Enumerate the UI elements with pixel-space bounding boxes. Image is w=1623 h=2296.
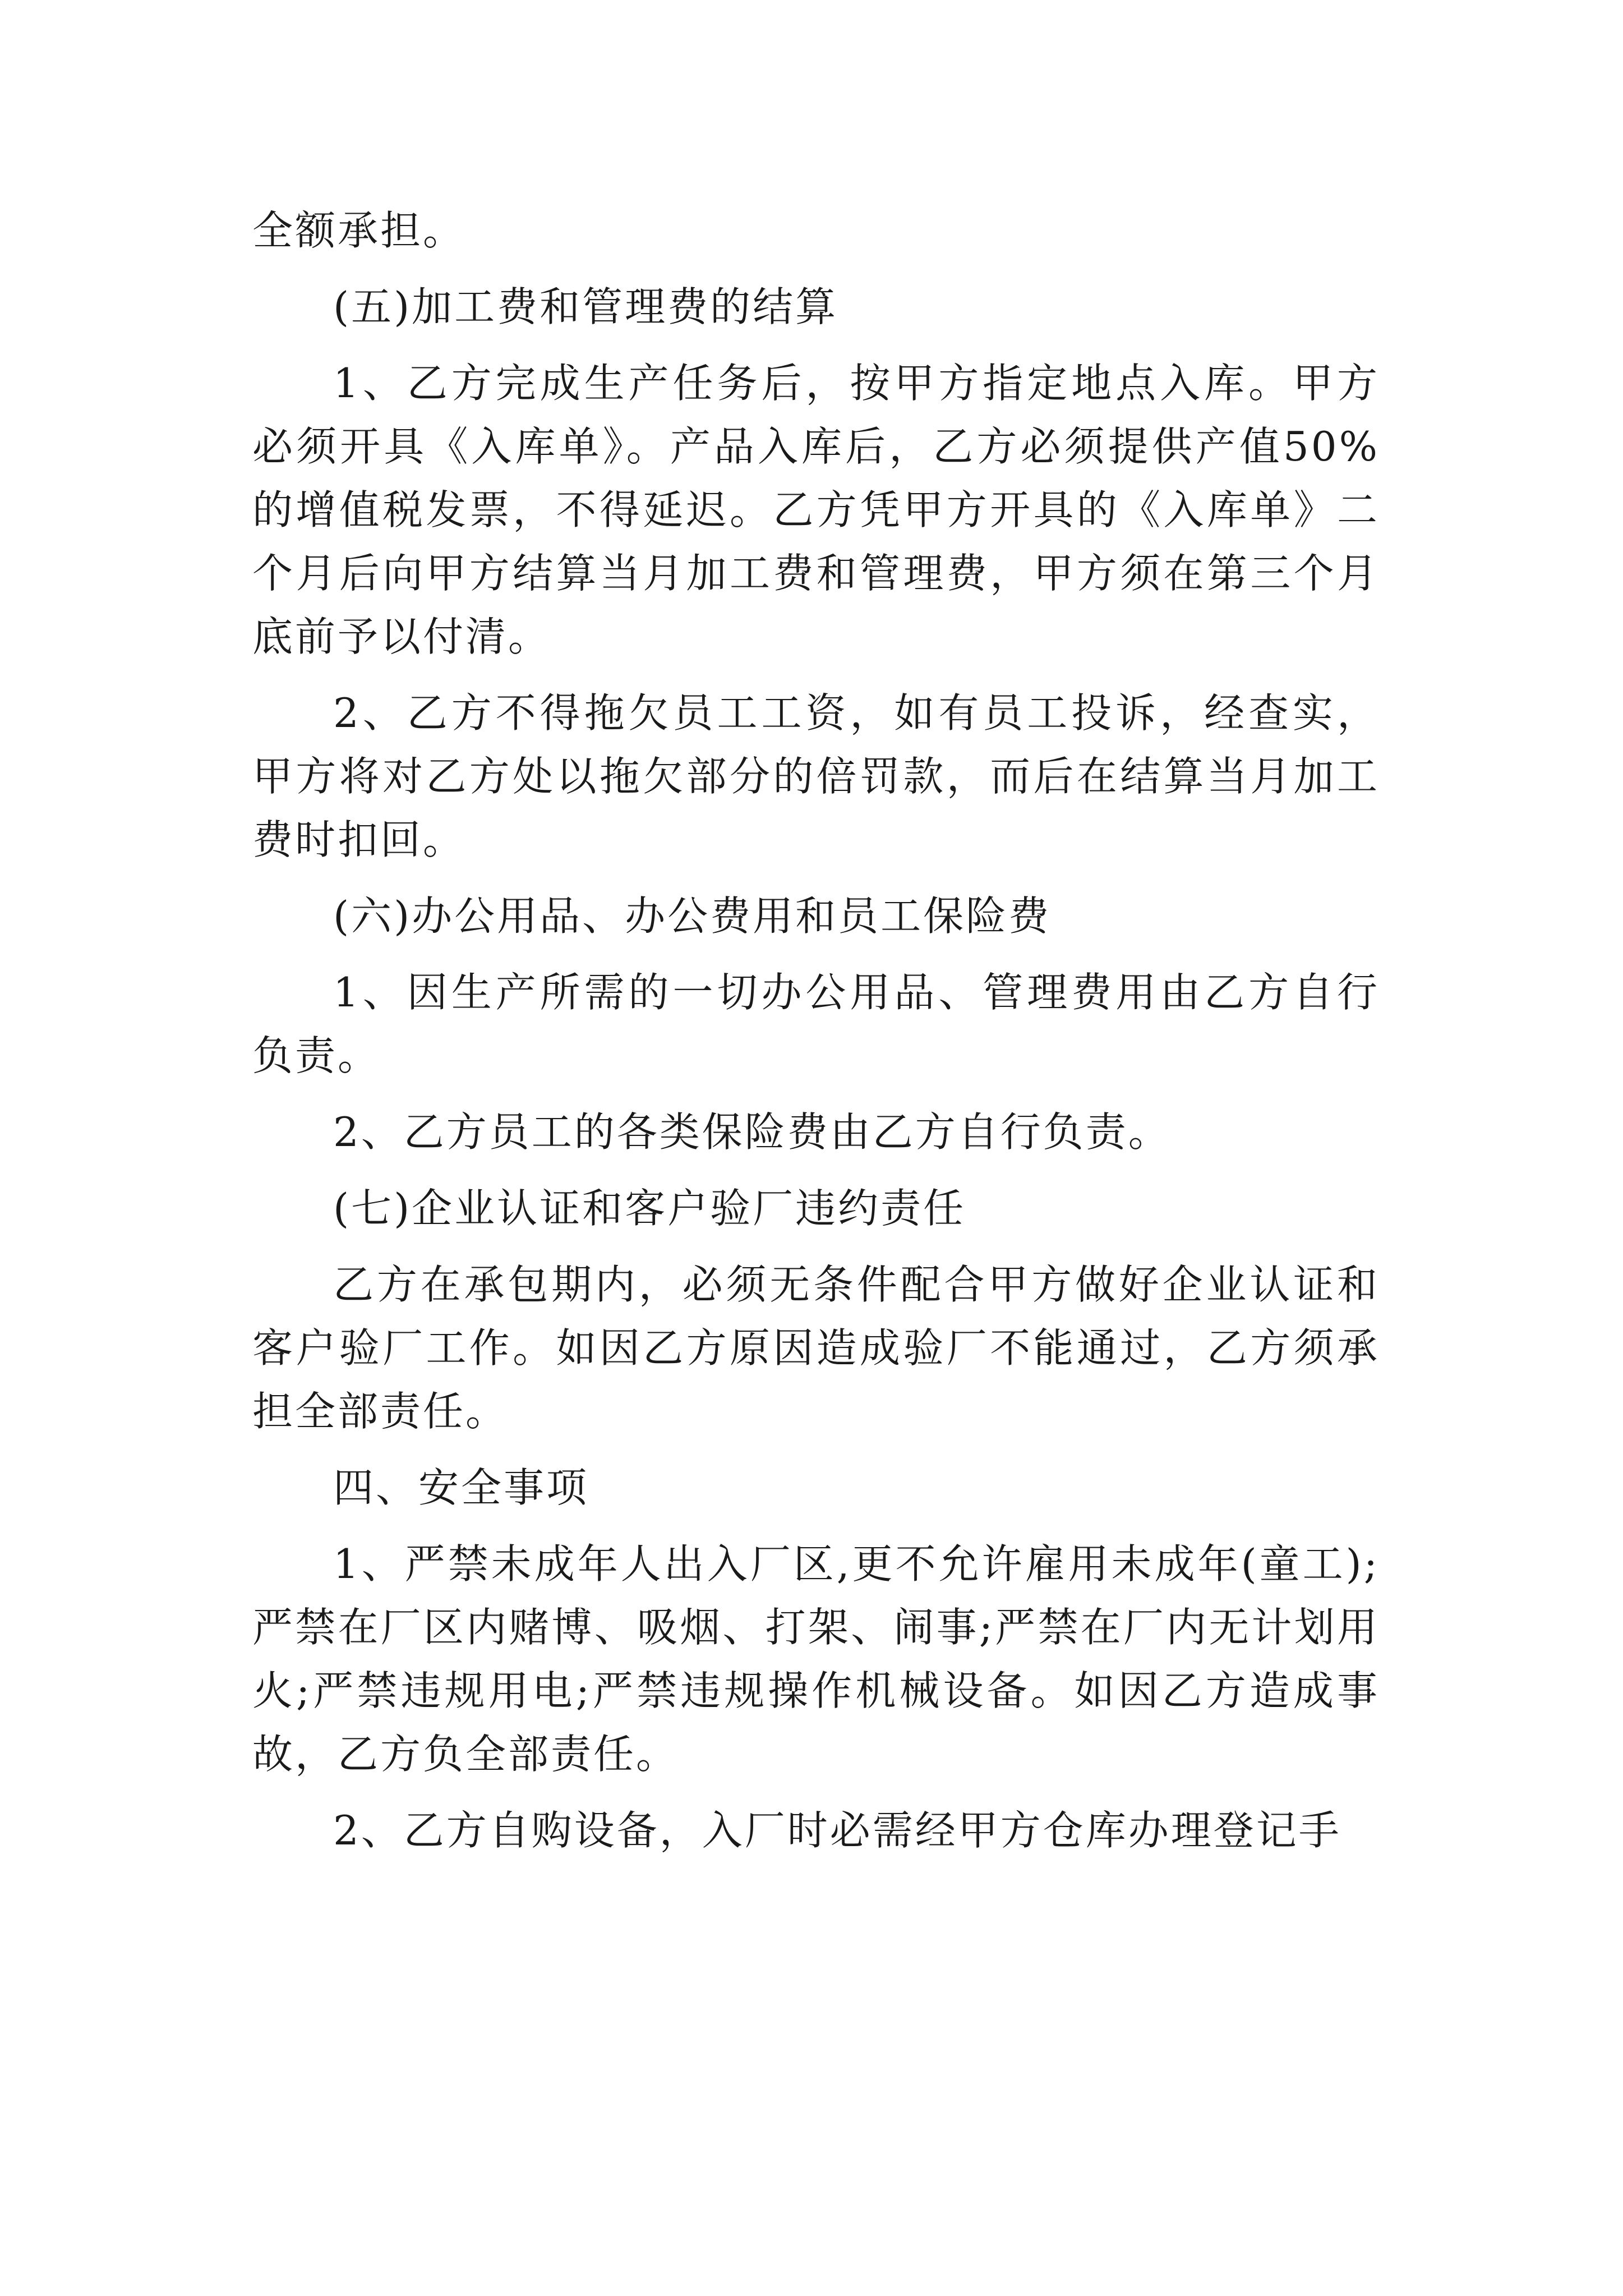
section-heading-office-supplies: (六)办公用品、办公费用和员工保险费: [333, 892, 1052, 940]
paragraph-safety-1: 1、严禁未成年人出入厂区,更不允许雇用未成年(童工);严禁在厂区内赌博、吸烟、打架、闹事;严禁在厂内无计划用火;严禁违规用电;严禁违规操作机械设备。如因乙方造成事故，乙方负全部责任。: [252, 1540, 1380, 1778]
paragraph-continuation: 全额承担。: [252, 207, 466, 254]
paragraph-safety-2: 2、乙方自购设备，入厂时必需经甲方仓库办理登记手: [333, 1807, 1341, 1854]
paragraph-settlement-2: 2、乙方不得拖欠员工工资，如有员工投诉，经查实，甲方将对乙方处以拖欠部分的倍罚款，而后在结算当月加工费时扣回。: [252, 689, 1380, 863]
paragraph-certification: 乙方在承包期内，必须无条件配合甲方做好企业认证和客户验厂工作。如因乙方原因造成验厂不能通过，乙方须承担全部责任。: [252, 1261, 1380, 1435]
document-page: [252, 199, 1380, 1875]
paragraph-office-2: 2、乙方员工的各类保险费由乙方自行负责。: [333, 1108, 1171, 1156]
paragraph-office-1: 1、因生产所需的一切办公用品、管理费用由乙方自行负责。: [252, 969, 1380, 1079]
section-heading-certification: (七)企业认证和客户验厂违约责任: [333, 1185, 966, 1232]
section-heading-settlement: (五)加工费和管理费的结算: [333, 283, 838, 330]
paragraph-settlement-1: 1、乙方完成生产任务后，按甲方指定地点入库。甲方必须开具《入库单》。产品入库后，乙方必须提供产值50%的增值税发票，不得延迟。乙方凭甲方开具的《入库单》二个月后向甲方结算当月加工费和管理费，甲方须在第三个月底前予以付清。: [252, 360, 1380, 660]
section-heading-safety: 四、安全事项: [333, 1464, 589, 1511]
